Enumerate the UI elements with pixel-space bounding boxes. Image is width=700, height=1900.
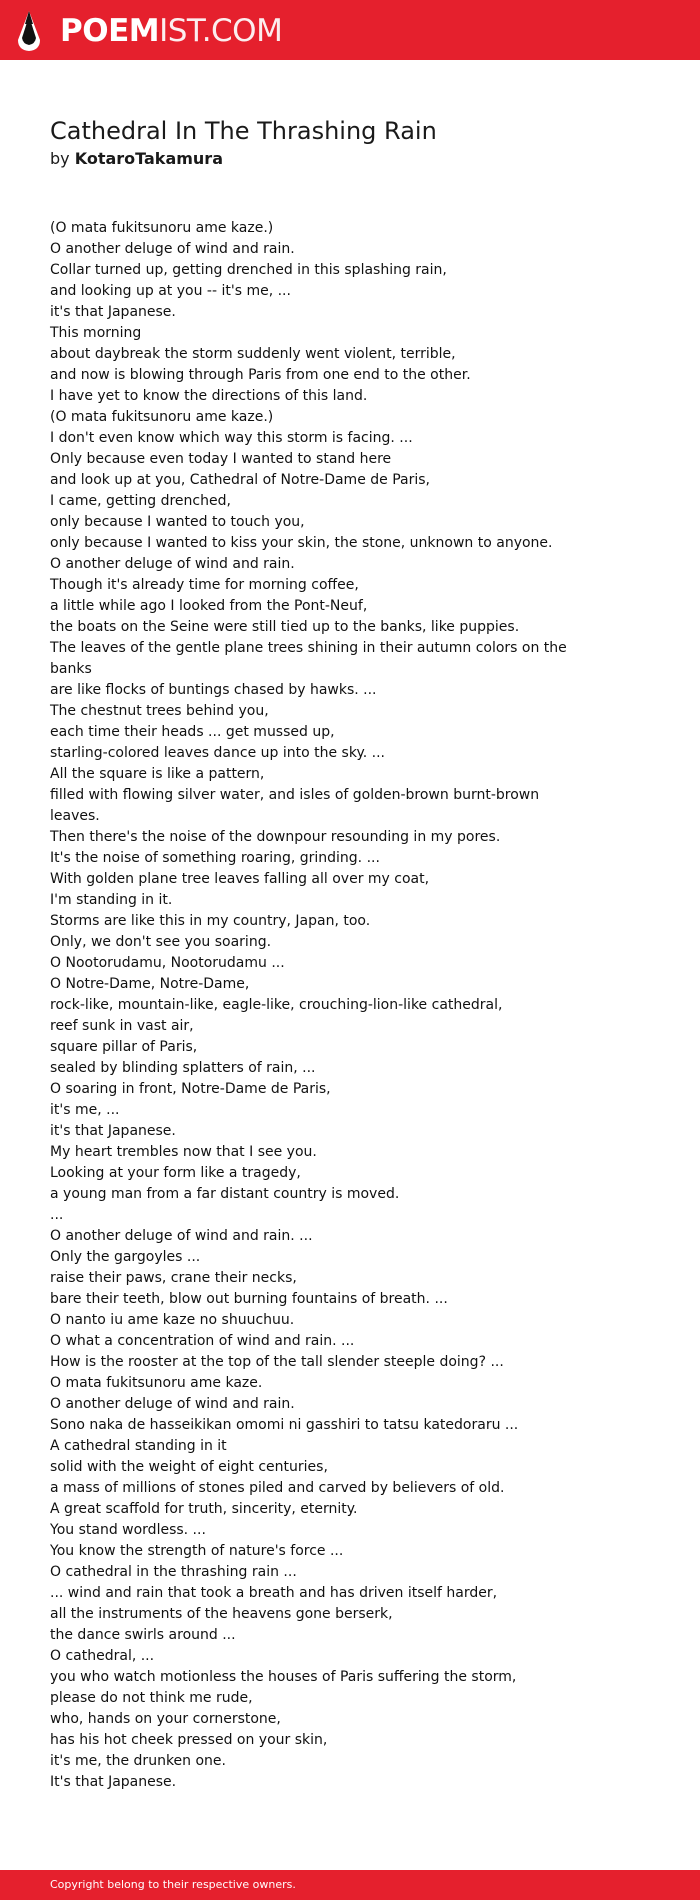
poem-line: O cathedral in the thrashing rain ...	[50, 1564, 297, 1580]
poem-line: and look up at you, Cathedral of Notre-Dame de Paris,	[50, 472, 430, 488]
copyright-text: Copyright belong to their respective owners.	[50, 1878, 296, 1891]
poem-line: O Notre-Dame, Notre-Dame,	[50, 976, 250, 992]
poem-line: a little while ago I looked from the Pont-Neuf,	[50, 598, 368, 614]
poem-line: sealed by blinding splatters of rain, ...	[50, 1060, 316, 1076]
poem-line: Only, we don't see you soaring.	[50, 934, 272, 950]
poem-line: Only because even today I wanted to stand here	[50, 451, 392, 467]
poem-line: With golden plane tree leaves falling all over my coat,	[50, 871, 430, 887]
author-link[interactable]: KotaroTakamura	[74, 149, 223, 168]
poem-line: each time their heads ... get mussed up,	[50, 724, 335, 740]
poem-line: all the instruments of the heavens gone berserk,	[50, 1606, 393, 1622]
poem-line: a mass of millions of stones piled and carved by believers of old.	[50, 1480, 505, 1496]
poem-line: (O mata fukitsunoru ame kaze.)	[50, 409, 274, 425]
poem-line: O another deluge of wind and rain.	[50, 1396, 295, 1412]
poem-line: banks	[50, 661, 92, 677]
poem-line: ...	[50, 1207, 64, 1223]
poem-line: I don't even know which way this storm is facing. ...	[50, 430, 413, 446]
poem-line: Looking at your form like a tragedy,	[50, 1165, 301, 1181]
poem-line: Collar turned up, getting drenched in this splashing rain,	[50, 262, 447, 278]
poem-body	[50, 218, 570, 1793]
poem-line: starling-colored leaves dance up into the sky. ...	[50, 745, 385, 761]
poem-line: only because I wanted to touch you,	[50, 514, 305, 530]
poem-line: O soaring in front, Notre-Dame de Paris,	[50, 1081, 331, 1097]
poem-line: You know the strength of nature's force ...	[50, 1543, 344, 1559]
poem-line: The leaves of the gentle plane trees shining in their autumn colors on the	[50, 640, 567, 656]
poem-line: who, hands on your cornerstone,	[50, 1711, 281, 1727]
logo-text-thin: IST.COM	[159, 13, 283, 49]
poem-line: ... wind and rain that took a breath and has driven itself harder,	[50, 1585, 498, 1601]
poem-line: leaves.	[50, 808, 100, 824]
site-footer	[0, 1870, 700, 1900]
poem-line: The chestnut trees behind you,	[50, 703, 269, 719]
poem-line: My heart trembles now that I see you.	[50, 1144, 317, 1160]
poem-line: reef sunk in vast air,	[50, 1018, 194, 1034]
poem-line: and now is blowing through Paris from one end to the other.	[50, 367, 471, 383]
poem-line: please do not think me rude,	[50, 1690, 253, 1706]
poem-line: the boats on the Seine were still tied up to the banks, like puppies.	[50, 619, 520, 635]
poem-line: a young man from a far distant country is moved.	[50, 1186, 400, 1202]
poem-line: I have yet to know the directions of this land.	[50, 388, 368, 404]
poem-line: Only the gargoyles ...	[50, 1249, 201, 1265]
poem-line: O cathedral, ...	[50, 1648, 155, 1664]
poem-title: Cathedral In The Thrashing Rain	[50, 117, 437, 145]
poem-line: it's that Japanese.	[50, 304, 176, 320]
poem-line: How is the rooster at the top of the tall slender steeple doing? ...	[50, 1354, 504, 1370]
poem-line: A great scaffold for truth, sincerity, eternity.	[50, 1501, 358, 1517]
poem-line: Then there's the noise of the downpour resounding in my pores.	[50, 829, 501, 845]
logo-text-bold: POEM	[60, 13, 160, 49]
poem-line: You stand wordless. ...	[50, 1522, 206, 1538]
poem-line: only because I wanted to kiss your skin, the stone, unknown to anyone.	[50, 535, 553, 551]
poem-line: it's me, the drunken one.	[50, 1753, 226, 1769]
by-label: by	[50, 149, 70, 168]
site-logo[interactable]	[16, 10, 282, 52]
poem-line: It's that Japanese.	[50, 1774, 177, 1790]
poem-line: I'm standing in it.	[50, 892, 173, 908]
poem-line: about daybreak the storm suddenly went violent, terrible,	[50, 346, 456, 362]
poem-line: rock-like, mountain-like, eagle-like, crouching-lion-like cathedral,	[50, 997, 503, 1013]
poem-line: solid with the weight of eight centuries,	[50, 1459, 328, 1475]
poem-line: Sono naka de hasseikikan omomi ni gasshiri to tatsu katedoraru ...	[50, 1417, 519, 1433]
poem-line: O another deluge of wind and rain. ...	[50, 1228, 313, 1244]
poem-line: O what a concentration of wind and rain. ...	[50, 1333, 355, 1349]
poem-line: It's the noise of something roaring, grinding. ...	[50, 850, 380, 866]
poem-line: This morning	[50, 325, 142, 341]
poem-line: square pillar of Paris,	[50, 1039, 198, 1055]
poem-line: you who watch motionless the houses of Paris suffering the storm,	[50, 1669, 517, 1685]
poem-line: (O mata fukitsunoru ame kaze.)	[50, 220, 274, 236]
poem-line: O another deluge of wind and rain.	[50, 556, 295, 572]
poem-line: I came, getting drenched,	[50, 493, 231, 509]
poem-line: and looking up at you -- it's me, ...	[50, 283, 291, 299]
poem-line: raise their paws, crane their necks,	[50, 1270, 297, 1286]
site-logo-text	[60, 10, 282, 52]
pen-nib-icon	[16, 10, 42, 52]
poem-line: O mata fukitsunoru ame kaze.	[50, 1375, 263, 1391]
poem-line: Storms are like this in my country, Japan, too.	[50, 913, 371, 929]
poem-line: bare their teeth, blow out burning fountains of breath. ...	[50, 1291, 448, 1307]
poem-line: it's that Japanese.	[50, 1123, 176, 1139]
poem-line: All the square is like a pattern,	[50, 766, 265, 782]
poem-line: A cathedral standing in it	[50, 1438, 227, 1454]
poem-line: has his hot cheek pressed on your skin,	[50, 1732, 328, 1748]
poem-line: it's me, ...	[50, 1102, 120, 1118]
site-header	[0, 0, 700, 60]
poem-byline	[50, 148, 223, 170]
poem-line: O another deluge of wind and rain.	[50, 241, 295, 257]
poem-line: filled with flowing silver water, and isles of golden-brown burnt-brown	[50, 787, 540, 803]
poem-line: the dance swirls around ...	[50, 1627, 236, 1643]
poem-line: O nanto iu ame kaze no shuuchuu.	[50, 1312, 295, 1328]
poem-line: O Nootorudamu, Nootorudamu ...	[50, 955, 285, 971]
poem-line: Though it's already time for morning coffee,	[50, 577, 359, 593]
poem-line: are like flocks of buntings chased by hawks. ...	[50, 682, 377, 698]
